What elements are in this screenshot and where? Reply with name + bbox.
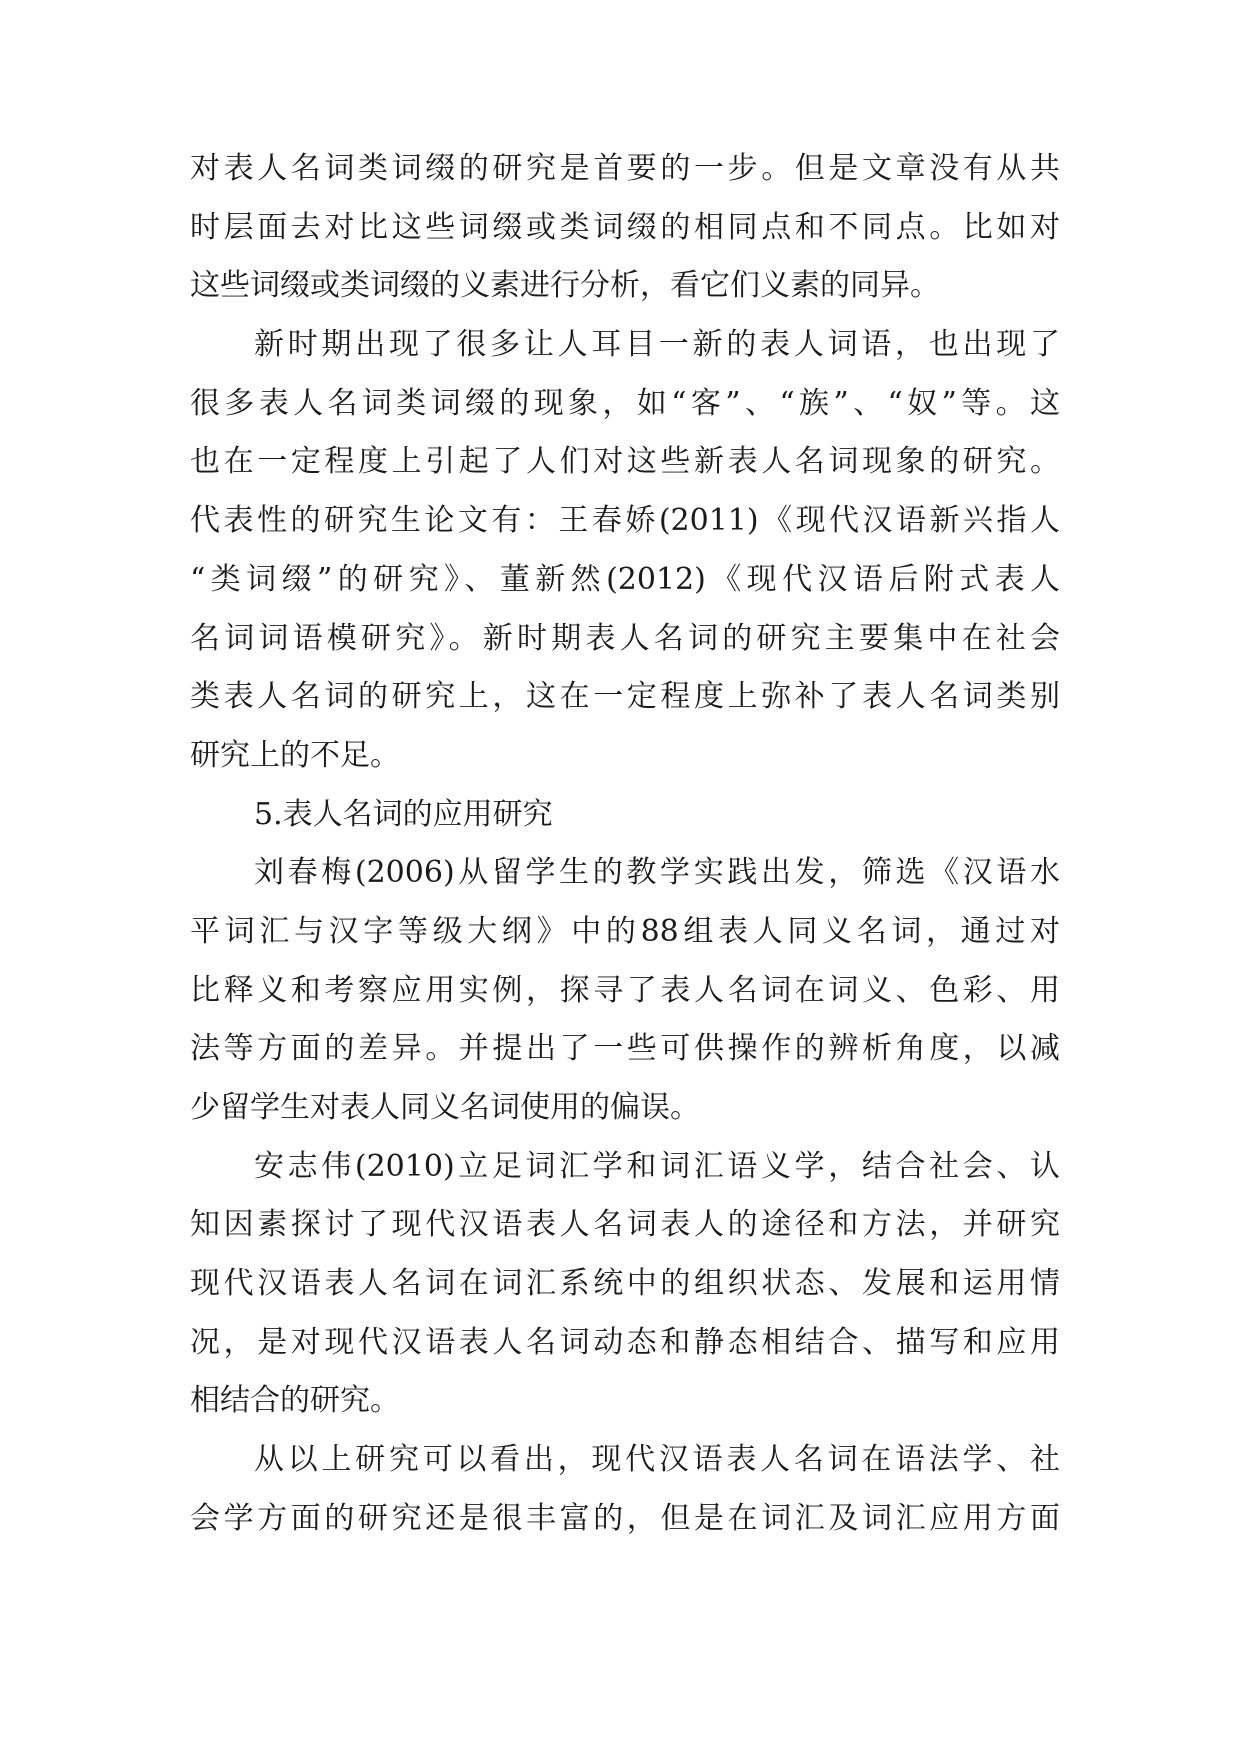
text-line: 法等方面的差异。并提出了一些可供操作的辨析角度，以减	[190, 1031, 1060, 1067]
paragraph-start-line: 从以上研究可以看出，现代汉语表人名词在语法学、社	[254, 1442, 1060, 1478]
text-line: 名词词语模研究》。新时期表人名词的研究主要集中在社会	[190, 620, 1060, 656]
text-line: 时层面去对比这些词缀或类词缀的相同点和不同点。比如对	[190, 209, 1060, 245]
text-line: 平词汇与汉字等级大纲》中的88组表人同义名词，通过对	[190, 913, 1060, 949]
paragraph-start-line: 安志伟(2010)立足词汇学和词汇语义学，结合社会、认	[254, 1148, 1060, 1184]
text-line: 知因素探讨了现代汉语表人名词表人的途径和方法，并研究	[190, 1207, 1060, 1243]
text-line: 相结合的研究。	[190, 1383, 400, 1419]
text-line: 也在一定程度上引起了人们对这些新表人名词现象的研究。	[190, 444, 1060, 480]
text-line: 很多表人名词类词缀的现象，如“客”、“族”、“奴”等。这	[190, 385, 1060, 421]
paragraph-start-line: 新时期出现了很多让人耳目一新的表人词语，也出现了	[254, 327, 1060, 363]
text-line: 代表性的研究生论文有：王春娇(2011)《现代汉语新兴指人	[190, 503, 1060, 539]
text-line: 对表人名词类词缀的研究是首要的一步。但是文章没有从共	[190, 151, 1060, 186]
text-line: 会学方面的研究还是很丰富的，但是在词汇及词汇应用方面	[190, 1500, 1060, 1536]
text-line: 这些词缀或类词缀的义素进行分析，看它们义素的同异。	[190, 268, 940, 304]
section-heading: 5.表人名词的应用研究	[254, 796, 553, 832]
text-line: 类表人名词的研究上，这在一定程度上弥补了表人名词类别	[190, 679, 1060, 715]
text-line: 况，是对现代汉语表人名词动态和静态相结合、描写和应用	[190, 1324, 1060, 1360]
text-line: “类词缀”的研究》、董新然(2012)《现代汉语后附式表人	[190, 561, 1060, 597]
text-line: 研究上的不足。	[190, 737, 400, 773]
text-line: 少留学生对表人同义名词使用的偏误。	[190, 1090, 700, 1125]
body-text	[190, 140, 1060, 1549]
paragraph-start-line: 刘春梅(2006)从留学生的教学实践出发，筛选《汉语水	[254, 855, 1060, 891]
text-line: 现代汉语表人名词在词汇系统中的组织状态、发展和运用情	[190, 1266, 1060, 1302]
text-line: 比释义和考察应用实例，探寻了表人名词在词义、色彩、用	[190, 972, 1060, 1008]
